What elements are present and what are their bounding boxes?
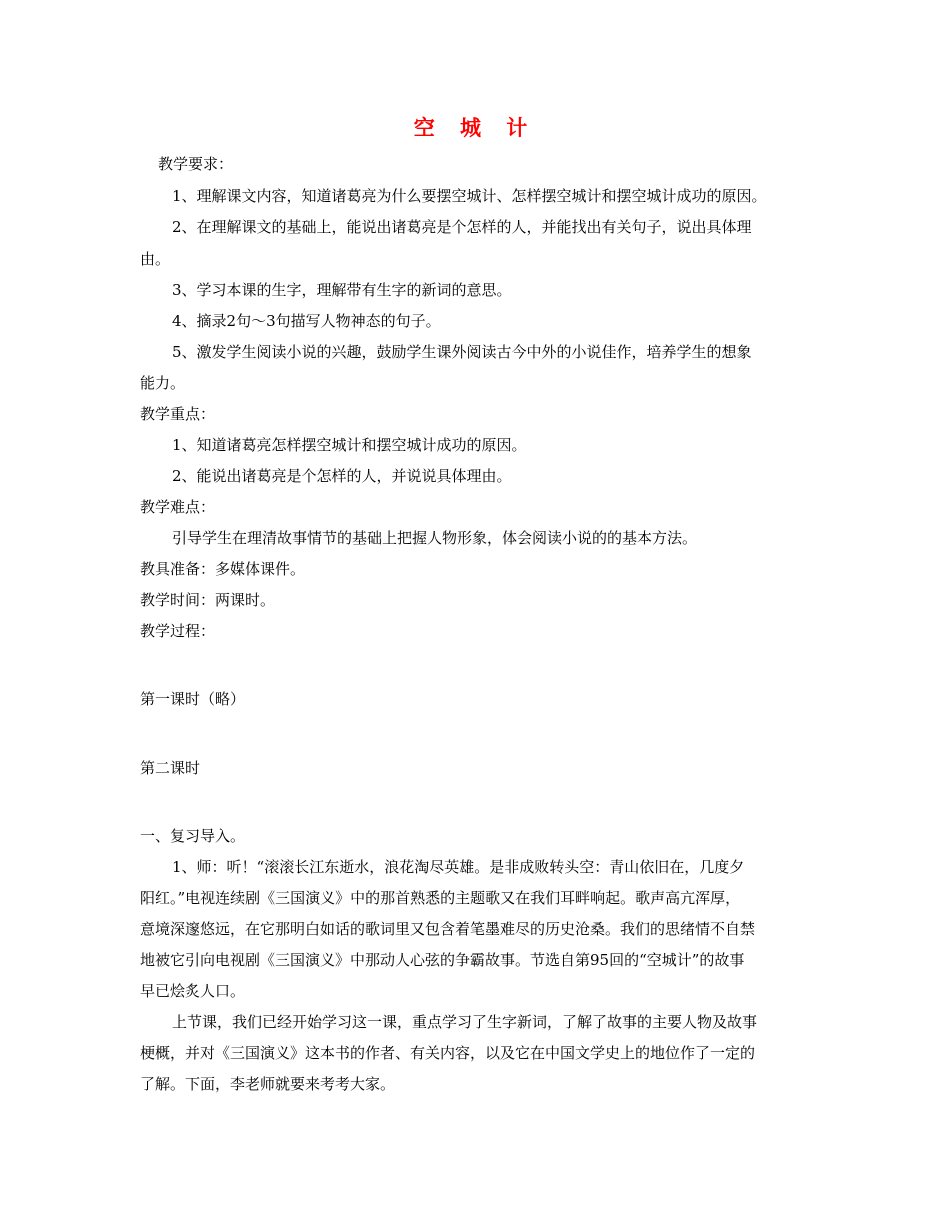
- paragraph-2-line-1: 上节课，我们已经开始学习这一课，重点学习了生字新词，了解了故事的主要人物及故事: [172, 1013, 758, 1031]
- requirement-1: 1、理解课文内容，知道诸葛亮为什么要摆空城计、怎样摆空城计和摆空城计成功的原因。: [172, 187, 767, 205]
- paragraph-2-line-2: 梗概，并对《三国演义》这本书的作者、有关内容，以及它在中国文学史上的地位作了一定的: [140, 1044, 756, 1062]
- paragraph-1-line-4: 地被它引向电视剧《三国演义》中那动人心弦的争霸故事。节选自第95回的“空城计”的故事: [140, 951, 745, 969]
- difficulty-1: 引导学生在理清故事情节的基础上把握人物形象，体会阅读小说的的基本方法。: [172, 529, 698, 547]
- focus-heading: 教学重点：: [140, 405, 216, 423]
- paragraph-1-line-2: 阳红。”电视连续剧《三国演义》中的那首熟悉的主题歌又在我们耳畔响起。歌声高亢浑厚，: [140, 889, 741, 907]
- paragraph-1-line-3: 意境深邃悠远，在它那明白如话的歌词里又包含着笔墨难尽的历史沧桑。我们的思绪情不自禁: [140, 920, 756, 938]
- requirement-4: 4、摘录2句～3句描写人物神态的句子。: [172, 312, 441, 330]
- document-title: 空 城 计: [413, 115, 537, 140]
- requirements-heading: 教学要求：: [158, 155, 234, 173]
- teaching-tools: 教具准备：多媒体课件。: [140, 560, 306, 578]
- teaching-time: 教学时间：两课时。: [140, 591, 276, 609]
- lesson-2-heading: 第二课时: [140, 759, 201, 777]
- paragraph-2-line-3: 了解。下面，李老师就要来考考大家。: [140, 1075, 396, 1093]
- lesson-1-heading: 第一课时（略）: [140, 690, 246, 708]
- requirement-2-line-1: 2、在理解课文的基础上，能说出诸葛亮是个怎样的人，并能找出有关句子，说出具体理: [172, 218, 752, 236]
- requirement-3: 3、学习本课的生字，理解带有生字的新词的意思。: [172, 281, 512, 299]
- process-heading: 教学过程：: [140, 622, 216, 640]
- focus-2: 2、能说出诸葛亮是个怎样的人，并说说具体理由。: [172, 467, 512, 485]
- focus-1: 1、知道诸葛亮怎样摆空城计和摆空城计成功的原因。: [172, 436, 527, 454]
- requirement-5-line-1: 5、激发学生阅读小说的兴趣，鼓励学生课外阅读古今中外的小说佳作，培养学生的想象: [172, 343, 752, 361]
- requirement-5-line-2: 能力。: [140, 374, 186, 392]
- difficulty-heading: 教学难点：: [140, 498, 216, 516]
- section-1-heading: 一、复习导入。: [140, 827, 246, 845]
- requirement-2-line-2: 由。: [140, 250, 171, 268]
- paragraph-1-line-5: 早已烩炙人口。: [140, 982, 246, 1000]
- paragraph-1-line-1: 1、师：听！“滚滚长江东逝水，浪花淘尽英雄。是非成败转头空：青山依旧在，几度夕: [172, 858, 745, 876]
